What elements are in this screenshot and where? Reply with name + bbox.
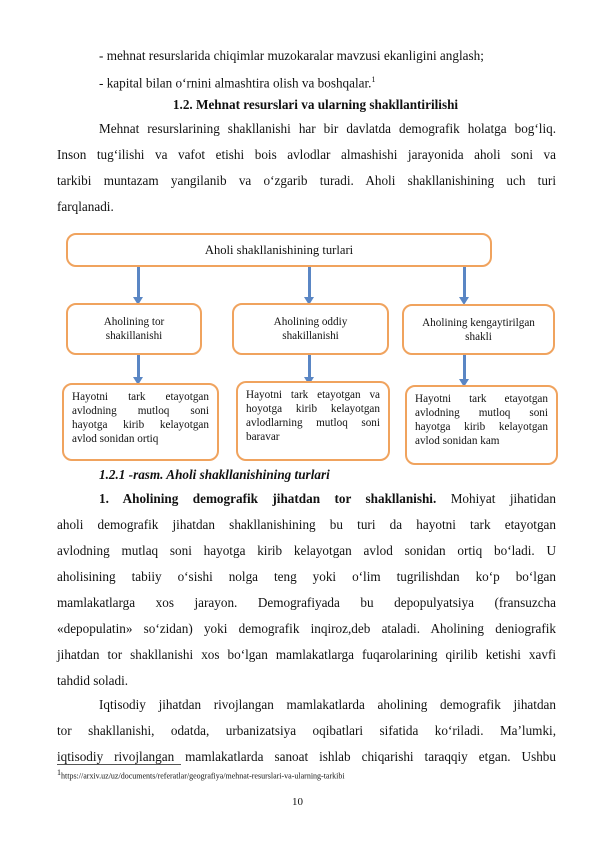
paragraph-line: tarkibi muntazam yangilanib va o‘zgarib turadi. Aholi shakllanishining uch turi bbox=[57, 173, 556, 188]
description-box-simple bbox=[236, 381, 390, 461]
description-box-expanded bbox=[405, 385, 558, 465]
paragraph-line: Inson tug‘ilishi va vafot etishi bois avlodlar almashishi jarayonida aholi soni va bbox=[57, 147, 556, 162]
paragraph-text: Mohiyat jihatidan bbox=[436, 491, 556, 506]
description-line: hayotga kirib kelayotgan bbox=[72, 419, 209, 431]
type-box-narrow: Aholining tor shakillanishi bbox=[66, 303, 202, 355]
paragraph-line: Mehnat resurslarining shakllanishi har bir davlatda demografik holatga bog‘liq. bbox=[99, 121, 556, 136]
paragraph-line bbox=[99, 491, 556, 507]
description-line: Hayotni tark etayotgan bbox=[415, 393, 548, 405]
bullet-text: - kapital bilan o‘rnini almashtira olish va boshqalar. bbox=[99, 75, 372, 91]
arrow-down-icon bbox=[308, 355, 311, 378]
description-line: avlod sonidan ortiq bbox=[72, 433, 159, 445]
paragraph-line: jihatdan tor shakllanishi xos bo‘lgan mamlakatlarga fuqarolarining qirilib ketishi xavfi bbox=[57, 647, 556, 662]
paragraph-line: «depopulatin» so‘zidan) yoki demografik inqiroz,deb ataladi. Aholining deniografik bbox=[57, 621, 556, 636]
paragraph-line: farqlanadi. bbox=[57, 199, 114, 214]
footnote-marker: 1 bbox=[57, 768, 61, 777]
description-line: hoyotga kirib kelayotgan bbox=[246, 403, 380, 415]
description-line: baravar bbox=[246, 431, 280, 443]
description-line: hayotga kirib kelayotgan bbox=[415, 421, 548, 433]
paragraph-lead: 1. Aholining demografik jihatdan tor shakllanishi. bbox=[99, 491, 437, 506]
paragraph-line: aholi demografik jihatdan shakllanishining bu turi da hayotni tark etayotgan bbox=[57, 517, 556, 532]
description-line: avlodning mutloq soni bbox=[72, 405, 209, 417]
description-line: avlod sonidan kam bbox=[415, 435, 500, 447]
paragraph-line: mamlakatlarga xos jarayon. Demografiyada bu depopulyatsiya (fransuzcha bbox=[57, 595, 556, 610]
paragraph-line: avlodning mutlaq soni hayotga kirib kelayotgan avlod sonidan ortiq bo‘ladi. U bbox=[57, 543, 556, 558]
arrow-down-icon bbox=[463, 355, 466, 380]
paragraph-line: tor shakllanishi, odatda, urbanizatsiya oqibatlari sifatida ko‘riladi. Ma’lumki, bbox=[57, 723, 556, 738]
arrow-down-icon bbox=[463, 267, 466, 298]
footnote-link[interactable]: https://arxiv.uz/uz/documents/referatlar/geografiya/mehnat-resurslari-va-ularning-tarkibi bbox=[61, 771, 345, 781]
description-line: avlodlarning mutloq soni bbox=[246, 417, 380, 429]
footnote bbox=[57, 768, 345, 781]
figure-caption: 1.2.1 -rasm. Aholi shakllanishining turlari bbox=[99, 467, 330, 482]
page-number: 10 bbox=[292, 796, 303, 808]
type-box-expanded: Aholining kengaytirilgan shakli bbox=[402, 304, 555, 355]
paragraph-line: aholisining tabiiy o‘sishi nolga teng yoki o‘lim tugrilishdan ko‘p bo‘lgan bbox=[57, 569, 556, 584]
paragraph-line: Iqtisodiy jihatdan rivojlangan mamlakatlarda aholining demografik jihatdan bbox=[99, 697, 556, 712]
description-line: avlodning mutloq soni bbox=[415, 407, 548, 419]
diagram-top-box: Aholi shakllanishining turlari bbox=[66, 233, 492, 267]
bullet-item bbox=[99, 72, 375, 91]
footnote-ref[interactable]: 1 bbox=[371, 75, 376, 84]
bullet-item: - mehnat resurslarida chiqimlar muzokaralar mavzusi ekanligini anglash; bbox=[99, 48, 484, 63]
arrow-down-icon bbox=[308, 267, 311, 298]
description-line: Hayotni tark etayotgan va bbox=[246, 389, 380, 401]
paragraph-line: iqtisodiy rivojlangan mamlakatlarda sanoat ishlab chiqarishi taraqqiy etgan. Ushbu bbox=[57, 749, 556, 764]
arrow-down-icon bbox=[137, 355, 140, 378]
paragraph-line: tahdid soladi. bbox=[57, 673, 129, 688]
description-line: Hayotni tark etayotgan bbox=[72, 391, 209, 403]
section-title: 1.2. Mehnat resurslari va ularning shakllantirilishi bbox=[172, 97, 459, 112]
footnote-divider bbox=[57, 764, 181, 765]
description-box-narrow bbox=[62, 383, 219, 461]
arrow-down-icon bbox=[137, 267, 140, 298]
type-box-simple: Aholining oddiy shakillanishi bbox=[232, 303, 389, 355]
